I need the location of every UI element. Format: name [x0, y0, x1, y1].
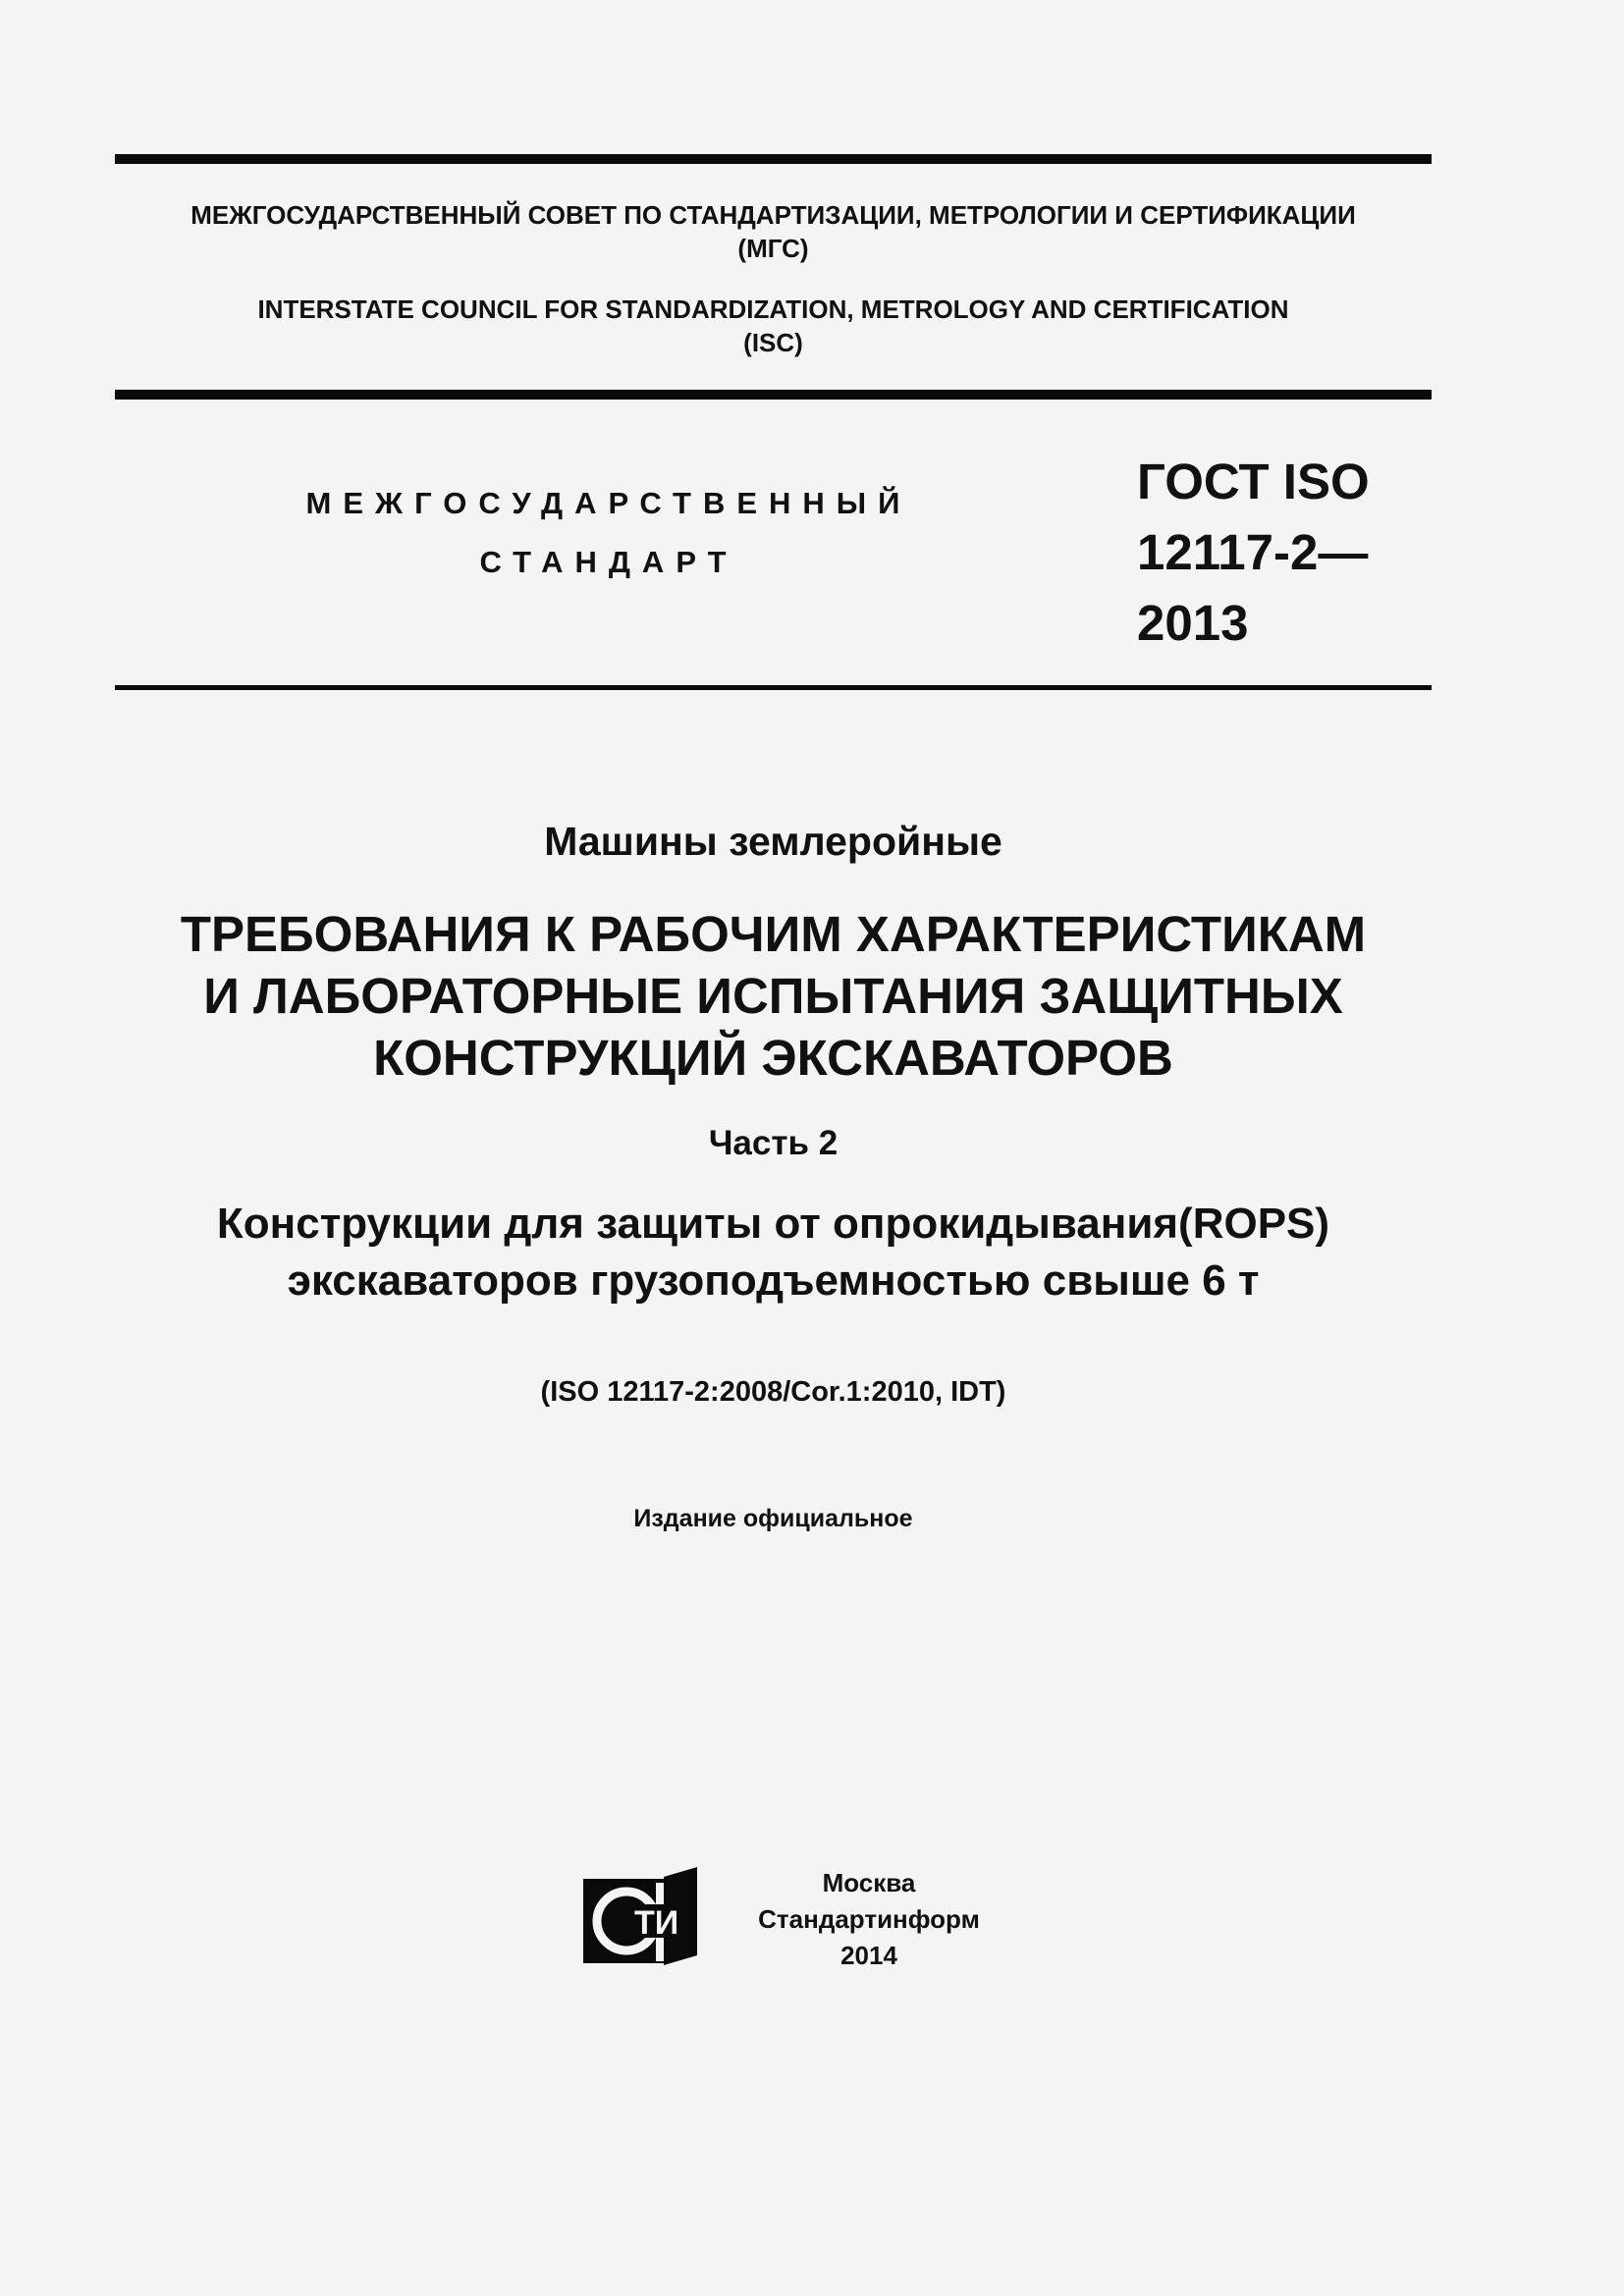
svg-text:ТИ: ТИ	[634, 1904, 679, 1942]
document-title: ТРЕБОВАНИЯ К РАБОЧИМ ХАРАКТЕРИСТИКАМ И ЛАБОРАТОРНЫЕ ИСПЫТАНИЯ ЗАЩИТНЫХ КОНСТРУКЦИЙ ЭКСКАВАТОРОВ	[180, 906, 1367, 1086]
document-subtitle: Конструкции для защиты от опрокидывания(ROPS) экскаваторов грузоподъемностью свыше 6 т	[216, 1200, 1330, 1305]
middle-rule	[115, 390, 1432, 400]
council-name-ru-text: МЕЖГОСУДАРСТВЕННЫЙ СОВЕТ ПО СТАНДАРТИЗАЦИИ, МЕТРОЛОГИИ И СЕРТИФИКАЦИИ	[190, 200, 1356, 230]
publisher-block	[727, 1865, 1011, 1974]
council-abbr-ru: (МГС)	[737, 234, 809, 263]
gost-number: ГОСТ ISO 12117-2— 2013	[1137, 454, 1370, 651]
council-name-en	[115, 293, 1432, 359]
top-rule	[115, 154, 1432, 164]
bottom-rule	[115, 685, 1432, 690]
standartinform-logo-icon	[577, 1865, 705, 1969]
standard-label-line1: МЕЖГОСУДАРСТВЕННЫЙ	[305, 486, 912, 520]
publisher-name: Стандартинформ	[758, 1904, 980, 1934]
publisher-year: 2014	[840, 1941, 897, 1970]
standard-label-line2: СТАНДАРТ	[479, 545, 738, 579]
publisher-city: Москва	[822, 1868, 916, 1897]
document-part: Часть 2	[708, 1124, 839, 1162]
council-abbr-en: (ISC)	[743, 328, 803, 357]
council-name-ru	[115, 198, 1432, 265]
edition-note: Издание официальное	[633, 1505, 913, 1532]
document-subject: Машины землеройные	[544, 819, 1002, 864]
iso-reference: (ISO 12117-2:2008/Cor.1:2010, IDT)	[540, 1376, 1006, 1408]
council-name-en-text: INTERSTATE COUNCIL FOR STANDARDIZATION, METROLOGY AND CERTIFICATION	[257, 294, 1289, 324]
